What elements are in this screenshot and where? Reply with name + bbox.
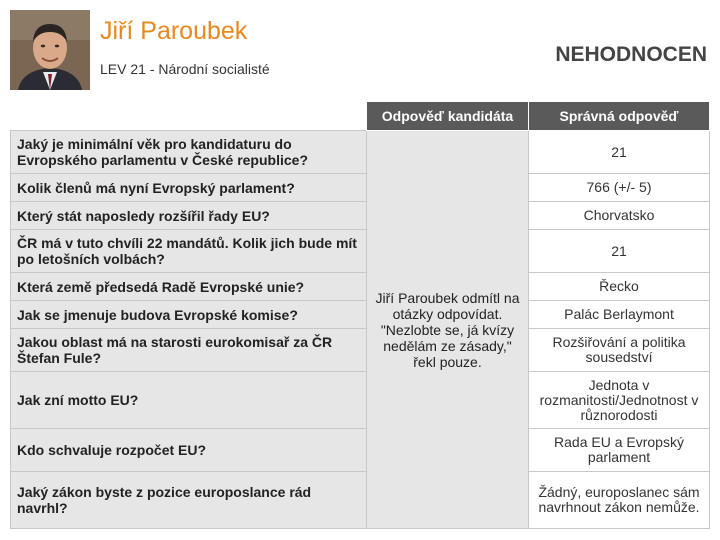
question-cell: Která země předsedá Radě Evropské unie?: [11, 273, 367, 301]
table-row: [11, 372, 710, 429]
correct-answer-cell: Žádný, europoslanec sám navrhnout zákon nemůže.: [529, 472, 710, 529]
question-cell: Který stát naposledy rozšířil řady EU?: [11, 202, 367, 230]
correct-answer-cell: Jednota v rozmanitosti/Jednotnost v různorodosti: [529, 372, 710, 429]
candidate-answer-cell: Jiří Paroubek odmítl na otázky odpovídat. "Nezlobte se, já kvízy nedělám ze zásady," řekl pouze.: [367, 131, 529, 529]
header-correct-answer: Správná odpověď: [529, 102, 710, 131]
table-row: [11, 301, 710, 329]
quiz-table: [10, 101, 710, 529]
table-row: [11, 472, 710, 529]
table-row: [11, 329, 710, 372]
correct-answer-cell: Řecko: [529, 273, 710, 301]
table-header-row: [11, 102, 710, 131]
table-row: [11, 174, 710, 202]
candidate-photo: [10, 10, 90, 90]
table-row: [11, 429, 710, 472]
question-cell: Jaký je minimální věk pro kandidaturu do Evropského parlamentu v České republice?: [11, 131, 367, 174]
correct-answer-cell: Rozšiřování a politika sousedství: [529, 329, 710, 372]
correct-answer-cell: 21: [529, 131, 710, 174]
question-cell: Jaký zákon byste z pozice europoslance rád navrhl?: [11, 472, 367, 529]
evaluation-status: NEHODNOCEN: [555, 43, 707, 66]
candidate-name: Jiří Paroubek: [100, 17, 248, 45]
header-spacer: [11, 102, 367, 131]
table-row: [11, 230, 710, 273]
correct-answer-cell: 21: [529, 230, 710, 273]
question-cell: Kdo schvaluje rozpočet EU?: [11, 429, 367, 472]
correct-answer-cell: Chorvatsko: [529, 202, 710, 230]
question-cell: Jak zní motto EU?: [11, 372, 367, 429]
table-row: [11, 131, 710, 174]
question-cell: Jakou oblast má na starosti eurokomisař za ČR Štefan Fule?: [11, 329, 367, 372]
table-row: [11, 202, 710, 230]
correct-answer-cell: Rada EU a Evropský parlament: [529, 429, 710, 472]
question-cell: ČR má v tuto chvíli 22 mandátů. Kolik jich bude mít po letošních volbách?: [11, 230, 367, 273]
question-cell: Jak se jmenuje budova Evropské komise?: [11, 301, 367, 329]
candidate-portrait-icon: [10, 10, 90, 90]
correct-answer-cell: Palác Berlaymont: [529, 301, 710, 329]
candidate-party: LEV 21 - Národní socialisté: [100, 61, 270, 77]
correct-answer-cell: 766 (+/- 5): [529, 174, 710, 202]
table-row: [11, 273, 710, 301]
question-cell: Kolik členů má nyní Evropský parlament?: [11, 174, 367, 202]
header-candidate-answer: Odpověď kandidáta: [367, 102, 529, 131]
